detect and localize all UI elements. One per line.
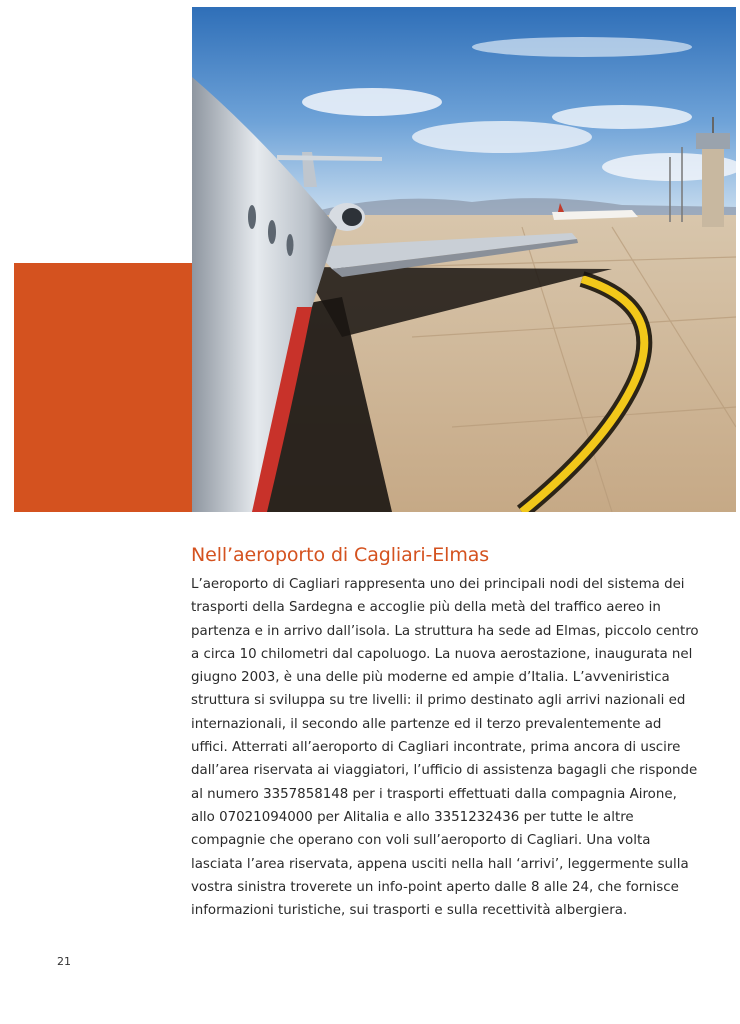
page-number: 21 xyxy=(57,955,71,968)
body-line: vostra sinistra troverete un info-point aperto dalle 8 alle 24, che fornisce xyxy=(191,879,679,895)
article-body xyxy=(191,573,699,922)
decorative-orange-block xyxy=(14,263,192,512)
body-line: allo 07021094000 per Alitalia e allo 3351232436 per tutte le altre xyxy=(191,809,634,825)
airport-tarmac-photo xyxy=(192,7,736,512)
body-line: partenza e in arrivo dall’isola. La struttura ha sede ad Elmas, piccolo centro xyxy=(191,623,699,639)
body-line: informazioni turistiche, sui trasporti e sulla recettività albergiera. xyxy=(191,903,628,919)
body-line: struttura si sviluppa su tre livelli: il primo destinato agli arrivi nazionali ed xyxy=(191,693,686,709)
body-line: giugno 2003, è una delle più moderne ed ampie d’Italia. L’avveniristica xyxy=(191,670,670,686)
body-line: L’aeroporto di Cagliari rappresenta uno dei principali nodi del sistema dei xyxy=(191,577,685,592)
body-line: lasciata l’area riservata, appena usciti nella hall ‘arrivi’, leggermente sulla xyxy=(191,856,689,872)
body-line: uffici. Atterrati all’aeroporto di Cagliari incontrate, prima ancora di uscire xyxy=(191,740,681,756)
body-line: internazionali, il secondo alle partenze ed il terzo prevalentemente ad xyxy=(191,716,662,732)
body-line: dall’area riservata ai viaggiatori, l’ufficio di assistenza bagagli che risponde xyxy=(191,763,698,779)
body-line: al numero 3357858148 per i trasporti effettuati dalla compagnia Airone, xyxy=(191,786,677,802)
body-line: a circa 10 chilometri dal capoluogo. La nuova aerostazione, inaugurata nel xyxy=(191,646,693,662)
article-title: Nell’aeroporto di Cagliari-Elmas xyxy=(191,544,490,566)
body-line: compagnie che operano con voli sull’aeroporto di Cagliari. Una volta xyxy=(191,833,651,849)
body-line: trasporti della Sardegna e accoglie più della metà del traffico aereo in xyxy=(191,600,661,616)
